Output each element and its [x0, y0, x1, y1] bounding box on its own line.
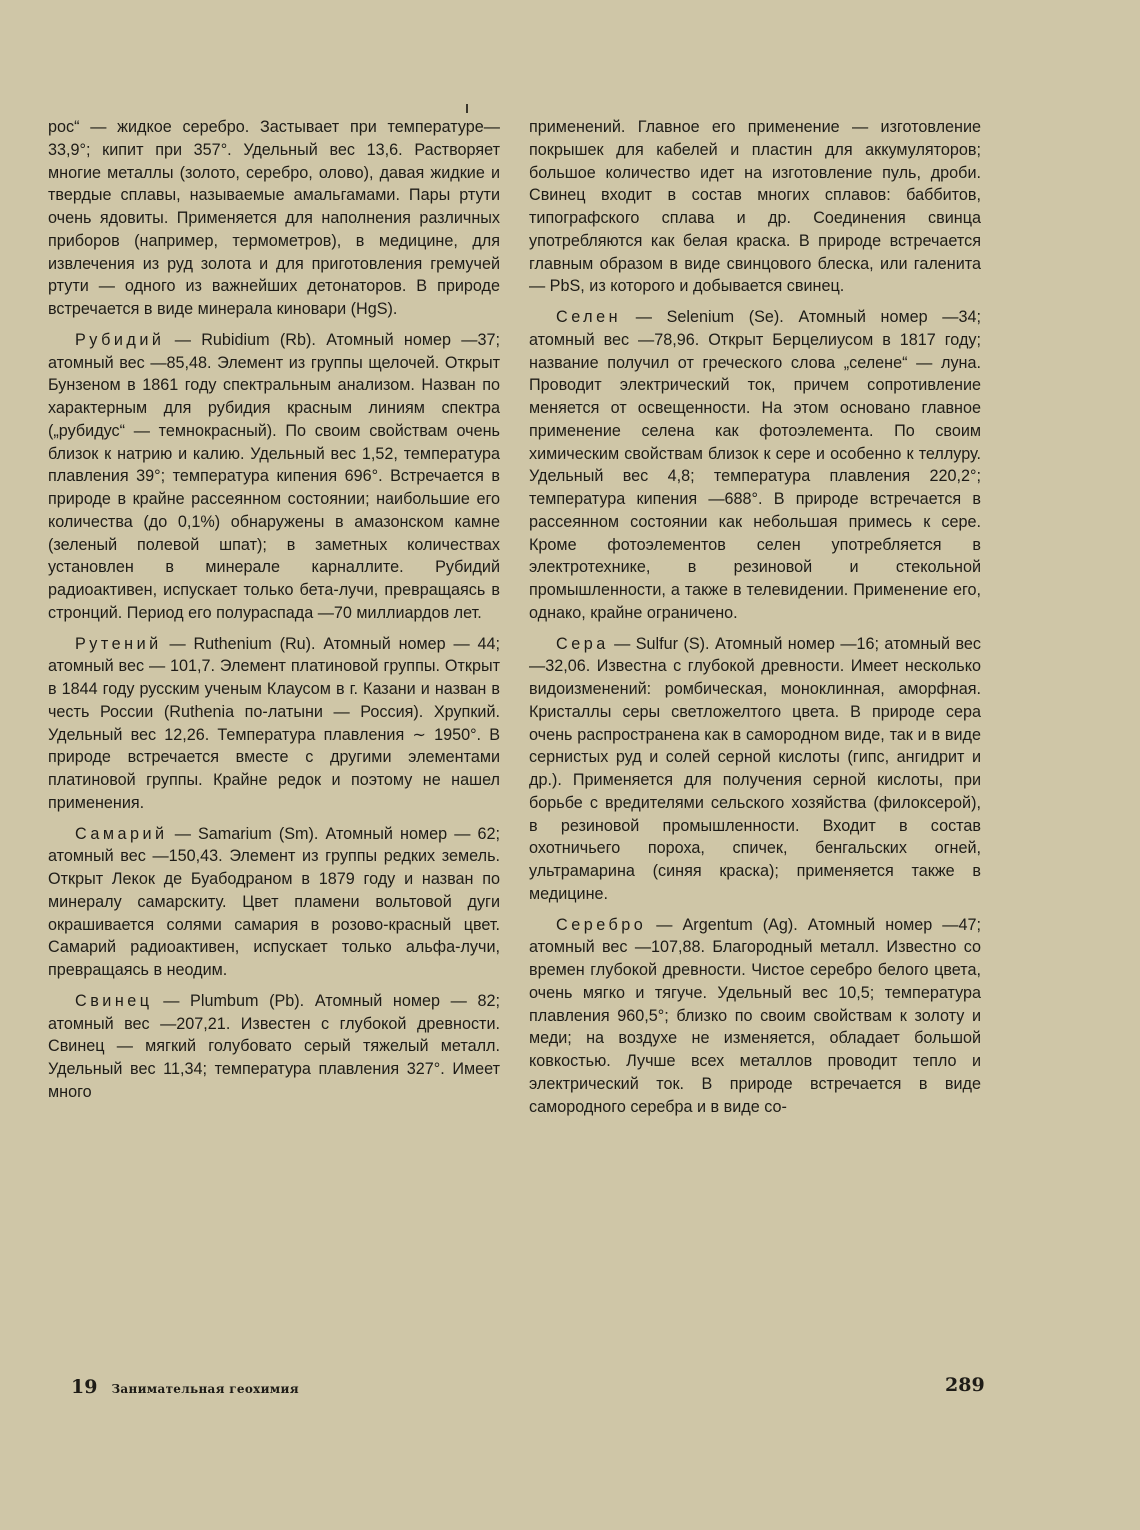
paragraph	[529, 633, 981, 906]
page-number: 289	[945, 1374, 985, 1396]
entry-text: — Argentum (Ag). Атомный номер —47; атомный вес —107,88. Благородный металл. Известно со времен глубокой древности. Чистое серебро белого цвета, очень мягко и тягуче. Удельный вес 10,5; температура плавления 960,5°; близко по своим свойствам к золоту и меди; на воздухе не изменяется, обладает большой ковкостью. Лучше всех металлов проводит тепло и электрический ток. В природе встречается в виде самородного серебра и в виде со-	[529, 915, 981, 1116]
paragraph	[48, 329, 500, 625]
entry-text: — Samarium (Sm). Атомный номер — 62; атомный вес —150,43. Элемент из группы редких земель. Открыт Лекок де Буабодраном в 1879 году и назван по минералу самарскиту. Цвет пламени вольтовой дуги окрашивается солями самария в розово-красный цвет. Самарий радиоактивен, испускает только альфа-лучи, превращаясь в неодим.	[48, 824, 500, 979]
entry-text: применений. Главное его применение — изготовление покрышек для кабелей и пластин для аккумуляторов; большое количество идет на изготовление пуль, дроби. Свинец входит в состав многих сплавов: баббитов, типографского сплава и др. Соединения свинца употребляются как белая краска. В природе встречается главным образом в виде свинцового блеска, или галенита — PbS, из которого и добывается свинец.	[529, 118, 981, 296]
entry-term: Самарий	[75, 824, 168, 843]
paragraph	[529, 116, 981, 298]
entry-term: Рубидий	[75, 330, 165, 349]
printer-signature	[71, 1376, 299, 1398]
paragraph	[48, 633, 500, 815]
signature-number: 19	[71, 1376, 98, 1398]
entry-text: — Plumbum (Pb). Атомный номер — 82; атомный вес —207,21. Известен с глубокой древности. Свинец — мягкий голубовато серый тяжелый металл. Удельный вес 11,34; температура плавления 327°. Имеет много	[48, 991, 500, 1101]
entry-term: Сера	[556, 634, 609, 653]
paragraph	[48, 116, 500, 321]
left-column	[48, 116, 500, 1104]
signature-text: Занимательная геохимия	[111, 1382, 299, 1396]
entry-text: — Rubidium (Rb). Атомный номер —37; атомный вес —85,48. Элемент из группы щелочей. Открыт Бунзеном в 1861 году спектральным анализом. Назван по характерным для рубидия красным линиям спектра („рубидус“ — темнокрасный). По своим свойствам очень близок к натрию и калию. Удельный вес 1,52, температура плавления 39°; температура кипения 696°. Встречается в природе в крайне рассеянном состоянии; наибольшие его количества (до 0,1%) обнаружены в амазонском камне (зеленый полевой шпат); в заметных количествах установлен в минерале карналлите. Рубидий радиоактивен, испускает только бета-лучи, превращаясь в стронций. Период его полураспада —70 миллиардов лет.	[48, 330, 500, 622]
entry-term: Свинец	[75, 991, 153, 1010]
paragraph	[48, 823, 500, 982]
paragraph	[529, 306, 981, 625]
right-column	[529, 116, 981, 1118]
entry-term: Серебро	[556, 915, 647, 934]
paragraph	[48, 990, 500, 1104]
entry-text: рос“ — жидкое серебро. Застывает при температуре—33,9°; кипит при 357°. Удельный вес 13,6. Растворяет многие металлы (золото, серебро, олово), давая жидкие и твердые сплавы, называемые амальгамами. Пары ртути очень ядовиты. Применяется для наполнения различных приборов (например, термометров), в медицине, для извлечения из руд золота и для приготовления гремучей ртути — одного из важнейших детонаторов. В природе встречается в виде минерала киновари (HgS).	[48, 118, 500, 318]
paragraph	[529, 914, 981, 1119]
entry-text: — Selenium (Se). Атомный номер —34; атомный вес —78,96. Открыт Берцелиусом в 1817 году; название получил от греческого слова „селене“ — луна. Проводит электрический ток, причем сопротивление меняется от освещенности. На этом основано главное применение селена как фотоэлемента. По своим химическим свойствам близок к сере и особенно к теллуру. Удельный вес 4,8; температура плавления 220,2°; температура кипения —688°. В природе встречается в рассеянном состоянии как небольшая примесь к сере. Кроме фотоэлементов селен употребляется в электротехнике, в резиновой и стекольной промышленности, а также в телевидении. Применение его, однако, крайне ограничено.	[529, 308, 981, 622]
entry-text: — Sulfur (S). Атомный номер —16; атомный вес —32,06. Известна с глубокой древности. Имеет несколько видоизменений: ромбическая, моноклинная, аморфная. Кристаллы серы светложелтого цвета. В природе сера очень распространена как в самородном виде, так и в виде сернистых руд и солей серной кислоты (гипс, ангидрит и др.). Применяется для получения серной кислоты, при борьбе с вредителями сельского хозяйства (филоксерой), в резиновой промышленности. Входит в состав охотничьего пороха, спичек, бенгальских огней, ультрамарина (синяя краска); применяется также в медицине.	[529, 634, 981, 903]
page-mark	[466, 104, 468, 113]
entry-text: — Ruthenium (Ru). Атомный номер — 44; атомный вес — 101,7. Элемент платиновой группы. Открыт в 1844 году русским ученым Клаусом в г. Казани и назван в честь России (Ruthenia по-латыни — Россия). Хрупкий. Удельный вес 12,26. Температура плавления ∼ 1950°. В природе встречается вместе с другими элементами платиновой группы. Крайне редок и поэтому не нашел применения.	[48, 634, 500, 812]
entry-term: Селен	[556, 308, 622, 326]
entry-term: Рутений	[75, 634, 162, 653]
